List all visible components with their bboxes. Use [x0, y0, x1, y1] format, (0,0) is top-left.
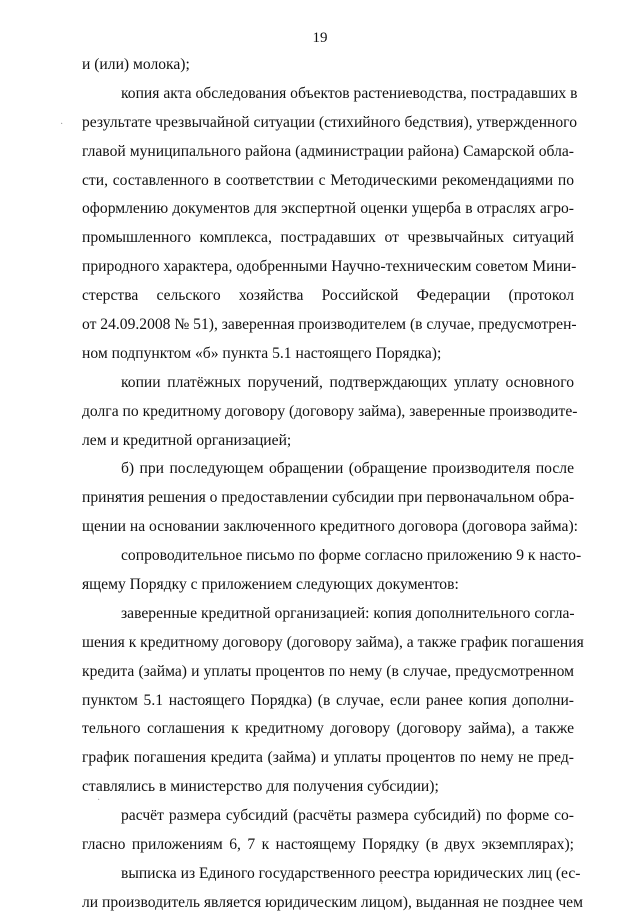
text-line: лем и кредитной организацией;: [82, 431, 292, 449]
page-number: 19: [312, 30, 328, 46]
text-line: главой муниципального района (администрации района) Самарской обла-: [82, 142, 574, 160]
text-line: расчёт размера субсидий (расчёты размера субсидий) по форме со-: [121, 807, 574, 825]
text-line: стерства сельского хозяйства Российской Федерации (протокол: [82, 287, 574, 305]
text-line: ли производитель является юридическим лицом), выданная не позднее чем: [82, 893, 583, 911]
scan-speck: ·: [97, 795, 101, 806]
text-line: ящему Порядку с приложением следующих документов:: [82, 576, 459, 594]
text-line: щении на основании заключенного кредитного договора (договора займа):: [82, 518, 578, 536]
text-line: копии платёжных поручений, подтверждающих уплату основного: [121, 373, 574, 391]
text-line: пунктом 5.1 настоящего Порядка) (в случае, если ранее копия дополни-: [82, 691, 574, 709]
text-line: оформлению документов для экспертной оценки ущерба в отраслях агро-: [82, 200, 574, 218]
text-line: сопроводительное письмо по форме согласно приложению 9 к насто-: [121, 547, 582, 565]
text-line: от 24.09.2008 № 51), заверенная производителем (в случае, предусмотрен-: [82, 316, 577, 334]
text-line: гласно приложениям 6, 7 к настоящему Порядку (в двух экземплярах);: [82, 836, 574, 854]
text-line: заверенные кредитной организацией: копия дополнительного согла-: [121, 604, 575, 622]
text-line: копия акта обследования объектов растениеводства, пострадавших в: [121, 84, 578, 102]
text-line: принятия решения о предоставлении субсидии при первоначальном обра-: [82, 489, 575, 507]
text-line: ставлялись в министерство для получения субсидии);: [82, 778, 439, 796]
text-line: сти, составленного в соответствии с Методическими рекомендациями по: [82, 171, 574, 189]
text-line: кредита (займа) и уплаты процентов по нему (в случае, предусмотренном: [82, 662, 574, 680]
text-line: тельного соглашения к кредитному договору (договору займа), а также: [82, 720, 574, 738]
text-line: выписка из Единого государственного реестра юридических лиц (ес-: [121, 864, 581, 882]
scan-speck: ·: [380, 879, 384, 890]
text-line: шения к кредитному договору (договору займа), а также график погашения: [82, 633, 584, 651]
text-line: результате чрезвычайной ситуации (стихийного бедствия), утвержденного: [82, 113, 577, 131]
text-line: и (или) молока);: [82, 56, 190, 73]
text-line: долга по кредитному договору (договору займа), заверенные производите-: [82, 402, 578, 420]
text-line: промышленного комплекса, пострадавших от чрезвычайных ситуаций: [82, 229, 574, 247]
text-line: график погашения кредита (займа) и уплаты процентов по нему не пред-: [82, 749, 574, 767]
scan-speck: ·: [60, 119, 64, 130]
body-text: [82, 51, 584, 918]
text-line: б) при последующем обращении (обращение производителя после: [121, 460, 574, 478]
text-line: природного характера, одобренными Научно-техническим советом Мини-: [82, 258, 577, 276]
text-line: ном подпунктом «б» пункта 5.1 настоящего Порядка);: [82, 344, 442, 362]
